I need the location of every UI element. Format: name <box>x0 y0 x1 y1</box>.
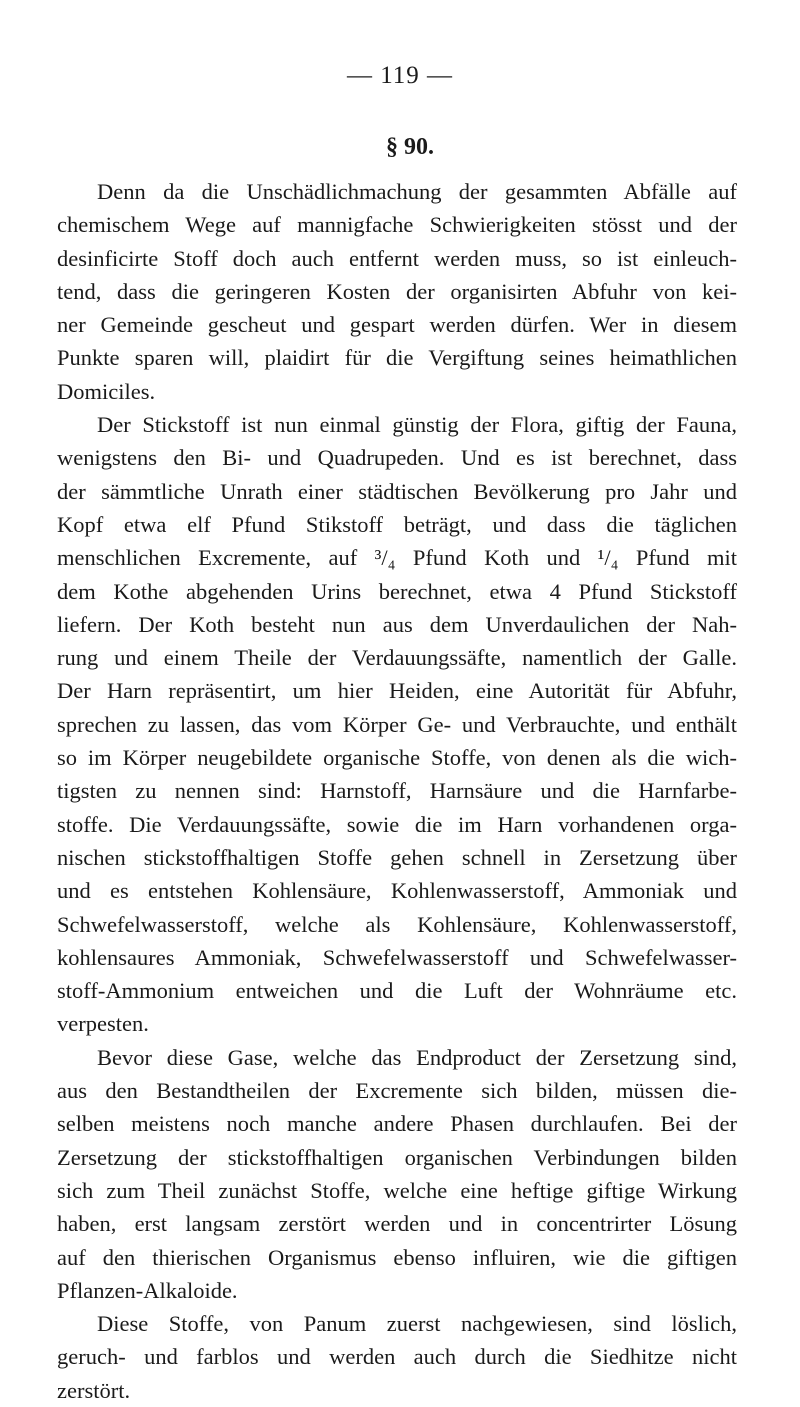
text-line: liefern. Der Koth besteht nun aus dem Unverdaulichen der Nah- <box>57 611 737 637</box>
text-line: nischen stickstoffhaltigen Stoffe gehen schnell in Zersetzung über <box>57 844 737 870</box>
text-line: Diese Stoffe, von Panum zuerst nachgewiesen, sind löslich, <box>97 1311 737 1337</box>
text-line: sich zum Theil zunächst Stoffe, welche eine heftige giftige Wirkung <box>57 1177 737 1203</box>
text-line: der sämmtliche Unrath einer städtischen Bevölkerung pro Jahr und <box>57 478 737 504</box>
text-line: und es entstehen Kohlensäure, Kohlenwasserstoff, Ammoniak und <box>57 878 737 904</box>
text-line: Bevor diese Gase, welche das Endproduct der Zersetzung sind, <box>97 1044 737 1070</box>
text-line: tend, dass die geringeren Kosten der organisirten Abfuhr von kei- <box>57 278 737 304</box>
text-line: stoff-Ammonium entweichen und die Luft der Wohnräume etc. <box>57 978 737 1004</box>
text-line: Punkte sparen will, plaidirt für die Vergiftung seines heimathlichen <box>57 345 737 371</box>
text-line: Schwefelwasserstoff, welche als Kohlensäure, Kohlenwasserstoff, <box>57 911 737 937</box>
text-line: haben, erst langsam zerstört werden und in concentrirter Lösung <box>57 1211 737 1237</box>
text-line: stoffe. Die Verdauungssäfte, sowie die im Harn vorhandenen orga- <box>57 811 737 837</box>
text-line: so im Körper neugebildete organische Stoffe, von denen als die wich- <box>57 745 737 771</box>
text-line: ner Gemeinde gescheut und gespart werden dürfen. Wer in diesem <box>57 312 737 338</box>
text-line: rung und einem Theile der Verdauungssäfte, namentlich der Galle. <box>57 645 737 671</box>
text-line: chemischem Wege auf mannigfache Schwierigkeiten stösst und der <box>57 212 737 238</box>
text-line: wenigstens den Bi- und Quadrupeden. Und es ist berechnet, dass <box>57 445 737 471</box>
text-line: Zersetzung der stickstoffhaltigen organischen Verbindungen bilden <box>57 1144 737 1170</box>
text-line: zerstört. <box>57 1377 131 1403</box>
text-line: Denn da die Unschädlichmachung der gesammten Abfälle auf <box>97 179 737 204</box>
text-line: Der Stickstoff ist nun einmal günstig der Flora, giftig der Fauna, <box>97 412 737 438</box>
text-line: tigsten zu nennen sind: Harnstoff, Harnsäure und die Harnfarbe- <box>57 778 737 804</box>
text-line: verpesten. <box>57 1011 149 1037</box>
text-line: Domiciles. <box>57 378 156 404</box>
text-line: kohlensaures Ammoniak, Schwefelwasserstoff und Schwefelwasser- <box>57 944 737 970</box>
text-line: aus den Bestandtheilen der Excremente sich bilden, müssen die- <box>57 1078 737 1104</box>
text-line: geruch- und farblos und werden auch durch die Siedhitze nicht <box>57 1344 737 1370</box>
text-line: menschlichen Excremente, auf ³/₄ Pfund Koth und ¹/₄ Pfund mit <box>57 545 737 571</box>
text-line: dem Kothe abgehenden Urins berechnet, etwa 4 Pfund Stickstoff <box>57 578 737 604</box>
body-text <box>57 175 737 1407</box>
text-line: Kopf etwa elf Pfund Stikstoff beträgt, und dass die täglichen <box>57 511 737 537</box>
text-line: selben meistens noch manche andere Phasen durchlaufen. Bei der <box>57 1111 737 1137</box>
page-number: — 119 — <box>346 62 454 89</box>
text-line: auf den thierischen Organismus ebenso influiren, wie die giftigen <box>57 1244 737 1270</box>
text-line: Pflanzen-Alkaloide. <box>57 1277 238 1303</box>
text-line: Der Harn repräsentirt, um hier Heiden, eine Autorität für Abfuhr, <box>57 678 737 704</box>
section-heading: § 90. <box>386 134 434 160</box>
text-line: sprechen zu lassen, das vom Körper Ge- und Verbrauchte, und enthält <box>57 711 737 737</box>
text-line: desinficirte Stoff doch auch entfernt werden muss, so ist einleuch- <box>57 245 737 271</box>
